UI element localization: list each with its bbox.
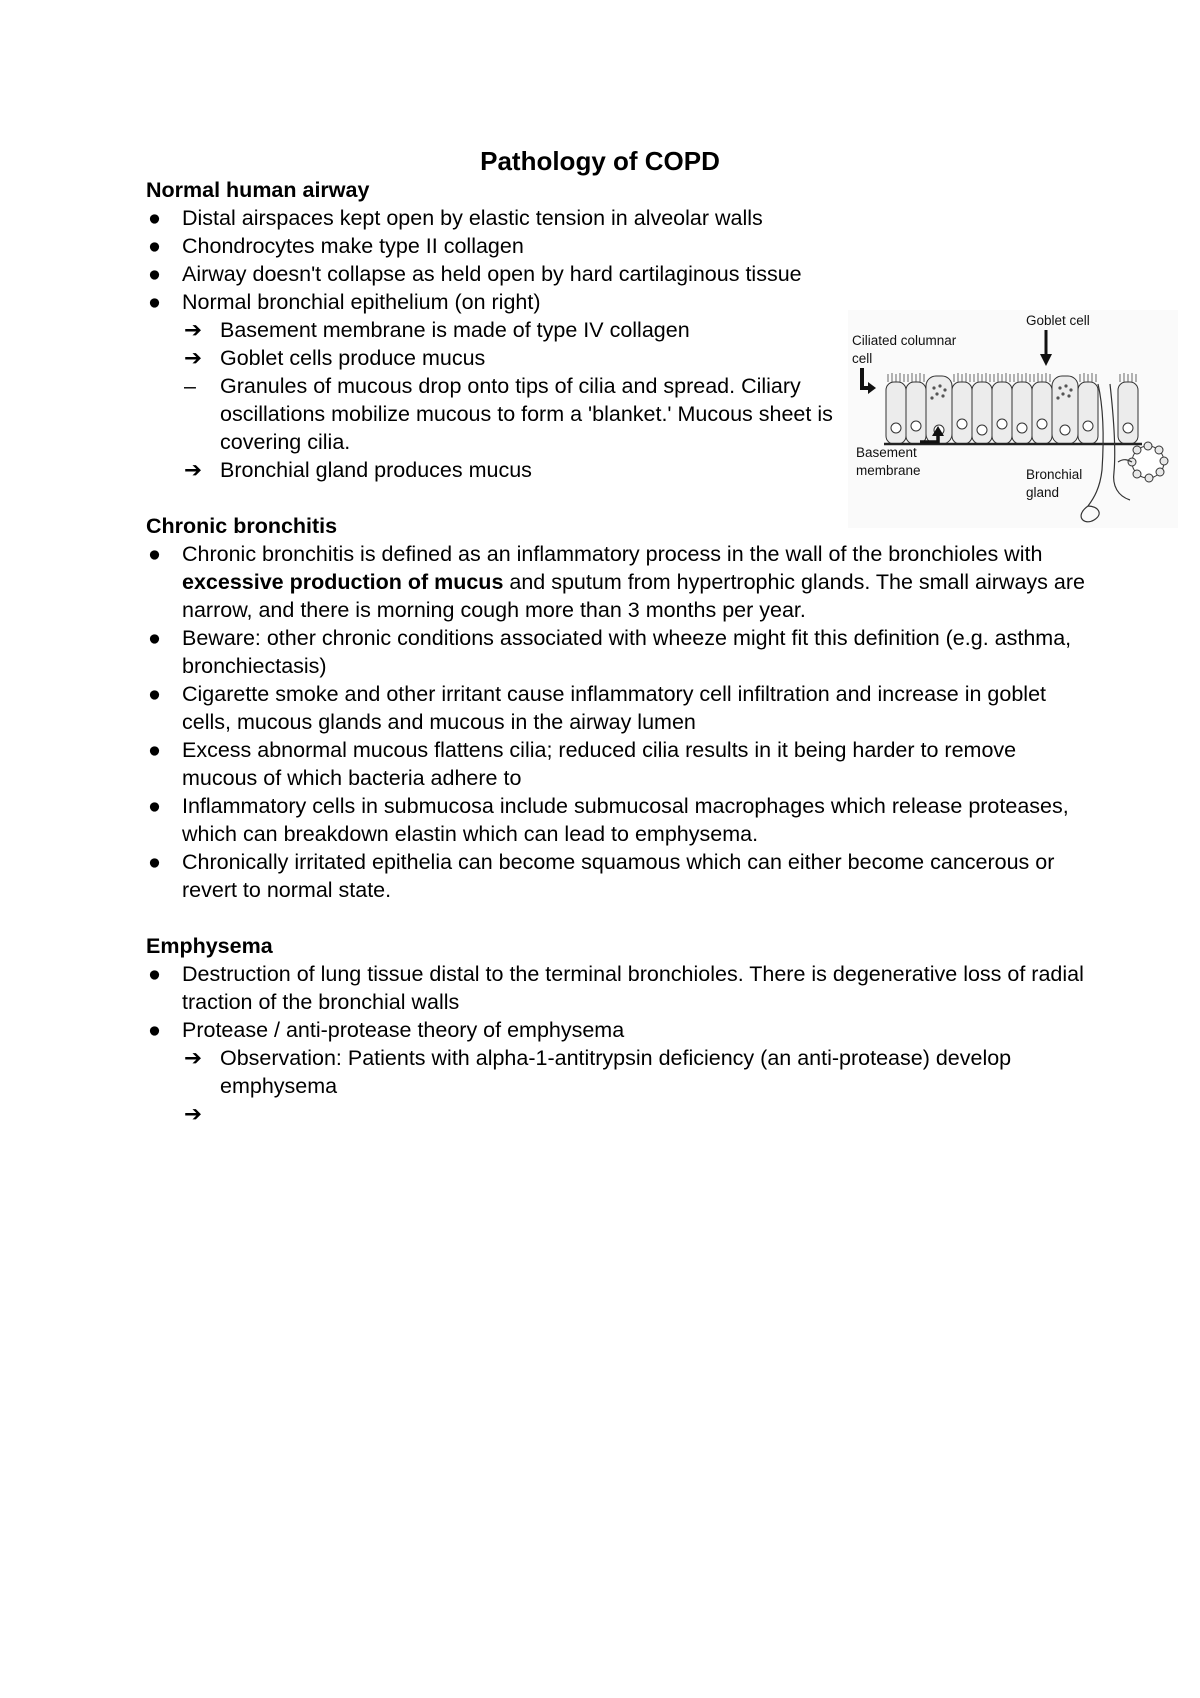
section-chronic-bronchitis — [146, 512, 1086, 904]
bullet-icon: ● — [148, 234, 161, 258]
dash-icon: – — [184, 374, 196, 398]
list-item: ● Beware: other chronic conditions associated with wheeze might fit this definition (e.g. asthma, bronchiectasis) — [148, 626, 1072, 678]
section-heading: Emphysema — [146, 934, 273, 958]
arrow-right-icon: ➔ — [184, 1046, 203, 1070]
arrow-right-icon: ➔ — [184, 318, 203, 342]
list-item: ● Airway doesn't collapse as held open by hard cartilaginous tissue — [148, 262, 802, 286]
label-ciliated-cell-2: cell — [852, 351, 873, 366]
sub-list-item: ➔ Goblet cells produce mucus — [184, 346, 486, 370]
list-item: ● Cigarette smoke and other irritant cause inflammatory cell infiltration and increase in goblet cells, mucous glands and mucous in the airway lumen — [148, 682, 1047, 734]
emphasis-text: excessive production of mucus — [182, 570, 504, 594]
bullet-icon: ● — [148, 794, 161, 818]
section-heading: Normal human airway — [146, 178, 370, 202]
arrow-right-icon: ➔ — [184, 1102, 203, 1126]
list-item: ● Normal bronchial epithelium (on right) — [148, 290, 541, 314]
bullet-icon: ● — [148, 850, 161, 874]
bullet-list — [146, 960, 1086, 1044]
bullet-icon: ● — [148, 962, 161, 986]
sub-list-item — [146, 1100, 1086, 1128]
list-item: ● Inflammatory cells in submucosa include submucosal macrophages which release proteases, which can breakdown elastin which can lead to emphysema. — [148, 794, 1069, 846]
sub-list — [146, 1044, 1086, 1128]
section-heading: Chronic bronchitis — [146, 514, 338, 538]
list-item: ● Excess abnormal mucous flattens cilia; reduced cilia results in it being harder to remove mucous of which bacteria adhere to — [148, 738, 1017, 790]
label-basement-membrane-2: membrane — [856, 463, 921, 478]
sub-list-item: ➔ Bronchial gland produces mucus — [184, 458, 532, 482]
arrow-right-icon: ➔ — [184, 346, 203, 370]
label-basement-membrane: Basement — [856, 445, 917, 460]
bullet-icon: ● — [148, 1018, 161, 1042]
bullet-icon: ● — [148, 206, 161, 230]
label-ciliated-cell: Ciliated columnar — [852, 333, 957, 348]
list-item: ● Chronically irritated epithelia can become squamous which can either become cancerous or revert to normal state. — [148, 850, 1055, 902]
list-item: ● Destruction of lung tissue distal to the terminal bronchioles. There is degenerative loss of radial traction of the bronchial walls — [148, 962, 1084, 1014]
section-emphysema — [146, 932, 1086, 1128]
list-item: ● Chondrocytes make type II collagen — [148, 234, 524, 258]
page-title: Pathology of COPD — [480, 146, 720, 176]
bullet-list — [146, 204, 1086, 316]
label-bronchial-gland-2: gland — [1026, 485, 1060, 500]
sub-list-item: – Granules of mucous drop onto tips of cilia and spread. Ciliary oscillations mobilize mucous to form a 'blanket.' Mucous sheet is covering cilia. — [184, 374, 833, 454]
bullet-icon: ● — [148, 542, 161, 566]
bullet-list — [146, 540, 1086, 904]
sub-list-item: ➔ Observation: Patients with alpha-1-antitrypsin deficiency (an anti-protease) develop emphysema — [184, 1046, 1012, 1098]
bullet-icon: ● — [148, 290, 161, 314]
list-item: ● Distal airspaces kept open by elastic tension in alveolar walls — [148, 206, 763, 230]
label-bronchial-gland: Bronchial — [1026, 467, 1083, 482]
bullet-icon: ● — [148, 738, 161, 762]
bullet-icon: ● — [148, 262, 161, 286]
sub-list-item: ➔ Basement membrane is made of type IV collagen — [184, 318, 690, 342]
bullet-icon: ● — [148, 626, 161, 650]
list-item: ● Chronic bronchitis is defined as an inflammatory process in the wall of the bronchioles with excessive production of mucus and sputum from hypertrophic glands. The small airways are narrow, and there is morning cough more than 3 months per year. — [148, 542, 1085, 622]
arrow-right-icon: ➔ — [184, 458, 203, 482]
bullet-icon: ● — [148, 682, 161, 706]
list-item: ● Protease / anti-protease theory of emphysema — [148, 1018, 625, 1042]
bronchial-epithelium-figure — [848, 310, 1178, 528]
label-goblet-cell: Goblet cell — [1026, 313, 1090, 328]
